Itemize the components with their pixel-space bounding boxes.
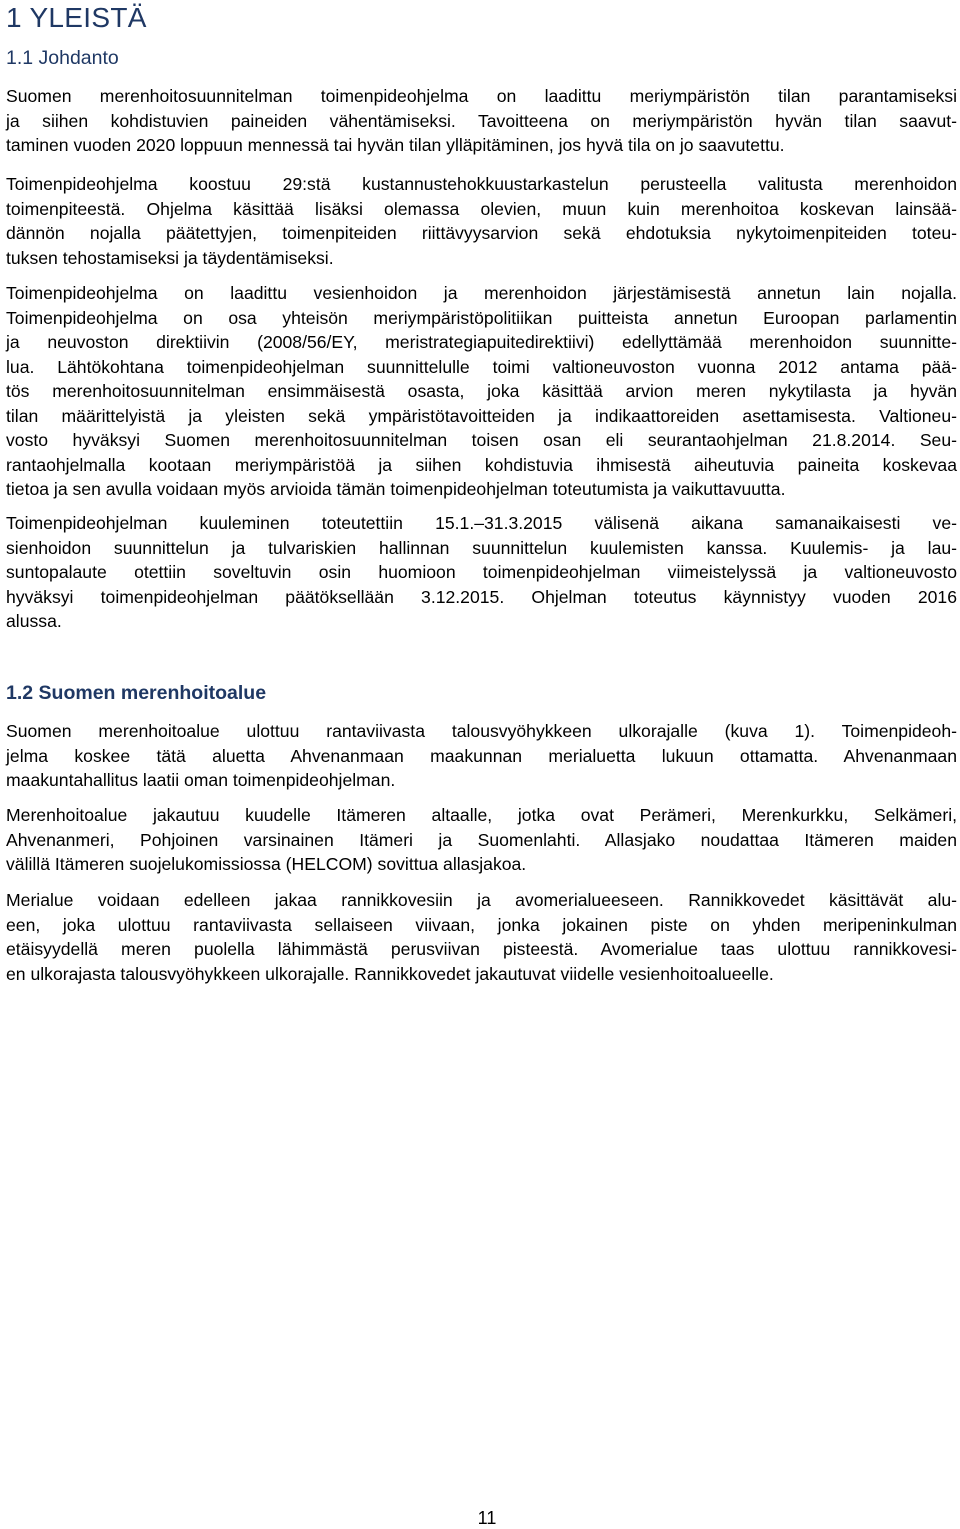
text-line: etäisyydellä meren puolella lähimmästä perusviivan pisteestä. Avomerialue taas ulottuu rannikkovesi- <box>6 939 957 959</box>
text-line: rantaohjelmalla kootaan meriympäristöä ja siihen kohdistuvia ihmisestä aiheutuvia paineita koskevaa <box>6 454 957 475</box>
paragraph <box>6 803 957 877</box>
text-line: Toimenpideohjelman kuuleminen toteutettiin 15.1.–31.3.2015 välisenä aikana samanaikaisesti ve- <box>6 513 957 533</box>
section-heading-merenhoitoalue: 1.2 Suomen merenhoitoalue <box>6 682 267 704</box>
text-line: suntopalaute otettiin soveltuvin osin huomioon toimenpideohjelman viimeistelyssä ja valtioneuvosto <box>6 562 957 582</box>
text-line: vosto hyväksyi Suomen merenhoitosuunnitelman toisen osan eli seurantaohjelman 21.8.2014. Seu- <box>6 430 957 450</box>
paragraph <box>6 511 957 634</box>
text-line: tietoa ja sen avulla voidaan myös arvioida tämän toimenpideohjelman toteutumista ja vaikuttavuutta. <box>6 479 786 499</box>
text-line: sienhoidon suunnittelun ja tulvariskien hallinnan suunnittelun kuulemisten kanssa. Kuulemis- ja lau- <box>6 537 957 558</box>
text-line: maakuntahallitus laatii oman toimenpideohjelman. <box>6 770 396 790</box>
text-line: jelma koskee tätä aluetta Ahvenanmaan maakunnan merialuetta lukuun ottamatta. Ahvenanmaan <box>6 745 957 766</box>
text-line: taminen vuoden 2020 loppuun mennessä tai hyvän tilan ylläpitäminen, jos hyvä tila on jo saavutettu. <box>6 135 785 155</box>
text-line: toimenpiteestä. Ohjelma käsittää lisäksi olemassa olevien, muun kuin merenhoitoa koskevan lainsää- <box>6 198 957 219</box>
page-number: 11 <box>477 1508 497 1528</box>
paragraph <box>6 719 957 793</box>
paragraph <box>6 281 957 502</box>
text-line: Merialue voidaan edelleen jakaa rannikkovesiin ja avomerialueeseen. Rannikkovedet käsittävät alu- <box>6 890 957 910</box>
text-line: tös merenhoitosuunnitelman ensimmäisestä osasta, joka käsittää arvion meren nykytilasta ja hyvän <box>6 381 957 401</box>
text-line: ja siihen kohdistuvien paineiden vähentämiseksi. Tavoitteena on meriympäristön hyvän tilan saavut- <box>6 110 957 131</box>
paragraph <box>6 172 957 270</box>
text-line: Merenhoitoalue jakautuu kuudelle Itämeren altaalle, jotka ovat Perämeri, Merenkurkku, Selkämeri, <box>6 805 957 825</box>
text-line: hyväksyi toimenpideohjelman päätöksellään 3.12.2015. Ohjelman toteutus käynnistyy vuoden 2016 <box>6 586 957 607</box>
paragraph <box>6 84 957 158</box>
text-line: Toimenpideohjelma on osa yhteisön meriympäristöpolitiikan puitteista annetun Euroopan parlamentin <box>6 307 957 328</box>
text-line: Toimenpideohjelma on laadittu vesienhoidon ja merenhoidon järjestämisestä annetun lain nojalla. <box>6 283 957 303</box>
text-line: Suomen merenhoitosuunnitelman toimenpideohjelma on laadittu meriympäristön tilan parantamiseksi <box>6 86 957 106</box>
text-line: Suomen merenhoitoalue ulottuu rantaviivasta talousvyöhykkeen ulkorajalle (kuva 1). Toimenpideoh- <box>6 721 957 741</box>
text-line: ja neuvoston direktiivin (2008/56/EY, meristrategiapuitedirektiivi) edellyttämää merenhoidon suunnitte- <box>6 332 957 352</box>
chapter-heading: 1 YLEISTÄ <box>6 2 147 33</box>
text-line: Toimenpideohjelma koostuu 29:stä kustannustehokkuustarkastelun perusteella valitusta merenhoidon <box>6 174 957 194</box>
text-line: tilan määrittelyistä ja yleisten sekä ympäristötavoitteiden ja indikaattoreiden asettamisesta. Valtioneu- <box>6 405 957 426</box>
text-line: en ulkorajasta talousvyöhykkeen ulkorajalle. Rannikkovedet jakautuvat viidelle vesienhoitoalueelle. <box>6 963 774 984</box>
text-line: alussa. <box>6 611 62 631</box>
text-line: välillä Itämeren suojelukomissiossa (HELCOM) sovittua allasjakoa. <box>6 854 527 874</box>
text-line: dännön nojalla päätettyjen, toimenpiteiden riittävyysarvion sekä ehdotuksia nykytoimenpiteiden toteu- <box>6 223 957 243</box>
paragraph <box>6 888 957 986</box>
section-heading-johdanto: 1.1 Johdanto <box>6 47 119 69</box>
text-line: Ahvenanmeri, Pohjoinen varsinainen Itämeri ja Suomenlahti. Allasjako noudattaa Itämeren maiden <box>6 829 957 850</box>
text-line: lua. Lähtökohtana toimenpideohjelman suunnittelulle toimi valtioneuvoston vuonna 2012 antama pää- <box>6 356 957 377</box>
text-line: tuksen tehostamiseksi ja täydentämiseksi. <box>6 247 334 268</box>
text-line: een, joka ulottuu rantaviivasta sellaiseen viivaan, jonka jokainen piste on yhden meripeninkulman <box>6 914 957 935</box>
